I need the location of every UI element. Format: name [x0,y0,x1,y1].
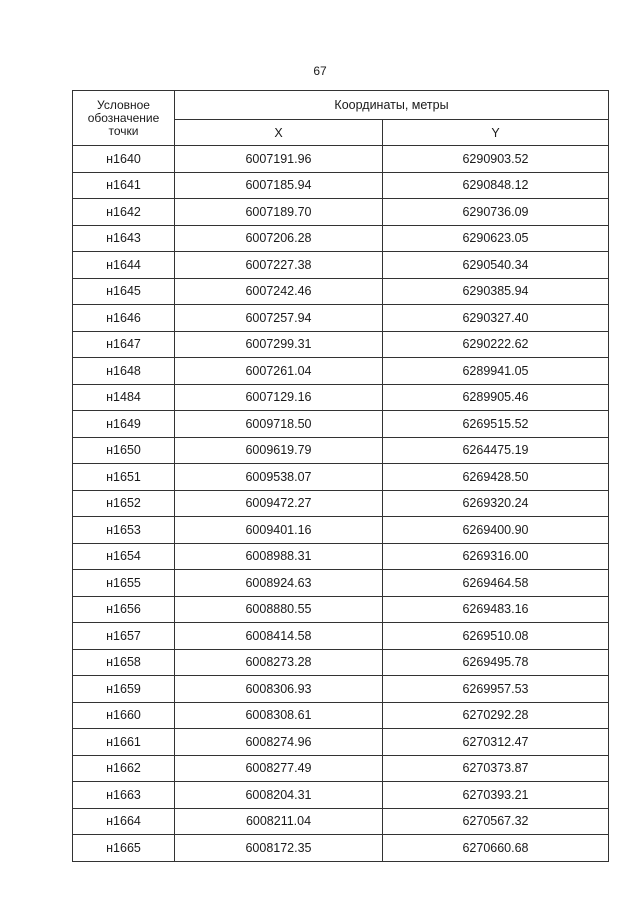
point-id-cell: н1664 [73,808,175,835]
y-coordinate-cell: 6269316.00 [383,543,609,570]
y-coordinate-cell: 6290540.34 [383,252,609,279]
table-row [73,835,609,862]
y-coordinate-cell: 6269957.53 [383,676,609,703]
point-id-cell: н1484 [73,384,175,411]
x-coordinate-cell: 6009472.27 [175,490,383,517]
y-coordinate-cell: 6269428.50 [383,464,609,491]
coordinates-table [72,90,609,862]
y-coordinate-cell: 6264475.19 [383,437,609,464]
point-id-cell: н1663 [73,782,175,809]
y-coordinate-cell: 6270312.47 [383,729,609,756]
x-coordinate-cell: 6008414.58 [175,623,383,650]
table-row [73,172,609,199]
table-row [73,437,609,464]
table-row [73,305,609,332]
table-row [73,464,609,491]
table-row [73,278,609,305]
header-point-designation: Условное обозначение точки [73,91,175,146]
x-coordinate-cell: 6008273.28 [175,649,383,676]
table-row [73,517,609,544]
x-coordinate-cell: 6008204.31 [175,782,383,809]
table-row [73,225,609,252]
table-row [73,729,609,756]
table-row [73,490,609,517]
page-number: 67 [313,64,327,78]
x-coordinate-cell: 6008880.55 [175,596,383,623]
x-coordinate-cell: 6007227.38 [175,252,383,279]
y-coordinate-cell: 6269515.52 [383,411,609,438]
x-coordinate-cell: 6009718.50 [175,411,383,438]
point-id-cell: н1649 [73,411,175,438]
x-coordinate-cell: 6008211.04 [175,808,383,835]
point-id-cell: н1646 [73,305,175,332]
y-coordinate-cell: 6290903.52 [383,146,609,173]
table-row [73,543,609,570]
y-coordinate-cell: 6290848.12 [383,172,609,199]
point-id-cell: н1643 [73,225,175,252]
point-id-cell: н1658 [73,649,175,676]
x-coordinate-cell: 6009401.16 [175,517,383,544]
x-coordinate-cell: 6007257.94 [175,305,383,332]
x-coordinate-cell: 6008988.31 [175,543,383,570]
y-coordinate-cell: 6270373.87 [383,755,609,782]
point-id-cell: н1641 [73,172,175,199]
table-row [73,596,609,623]
table-row [73,702,609,729]
y-coordinate-cell: 6290327.40 [383,305,609,332]
x-coordinate-cell: 6007242.46 [175,278,383,305]
point-id-cell: н1640 [73,146,175,173]
point-id-cell: н1662 [73,755,175,782]
y-coordinate-cell: 6270567.32 [383,808,609,835]
point-id-cell: н1647 [73,331,175,358]
table-row [73,676,609,703]
x-coordinate-cell: 6007189.70 [175,199,383,226]
y-coordinate-cell: 6290222.62 [383,331,609,358]
point-id-cell: н1655 [73,570,175,597]
table-row [73,782,609,809]
point-id-cell: н1661 [73,729,175,756]
point-id-cell: н1665 [73,835,175,862]
table-row [73,199,609,226]
y-coordinate-cell: 6270660.68 [383,835,609,862]
x-coordinate-cell: 6009538.07 [175,464,383,491]
point-id-cell: н1659 [73,676,175,703]
header-coordinates: Координаты, метры [175,91,609,120]
point-id-cell: н1657 [73,623,175,650]
table-row [73,570,609,597]
table-row [73,808,609,835]
table-row [73,146,609,173]
point-id-cell: н1652 [73,490,175,517]
y-coordinate-cell: 6269464.58 [383,570,609,597]
x-coordinate-cell: 6007299.31 [175,331,383,358]
point-id-cell: н1653 [73,517,175,544]
y-coordinate-cell: 6290385.94 [383,278,609,305]
point-id-cell: н1656 [73,596,175,623]
table-row [73,331,609,358]
y-coordinate-cell: 6270393.21 [383,782,609,809]
table-row [73,252,609,279]
x-coordinate-cell: 6008172.35 [175,835,383,862]
point-id-cell: н1644 [73,252,175,279]
table-row [73,623,609,650]
x-coordinate-cell: 6007191.96 [175,146,383,173]
point-id-cell: н1660 [73,702,175,729]
table-row [73,649,609,676]
y-coordinate-cell: 6289941.05 [383,358,609,385]
x-coordinate-cell: 6007185.94 [175,172,383,199]
x-coordinate-cell: 6008308.61 [175,702,383,729]
point-id-cell: н1651 [73,464,175,491]
table-row [73,755,609,782]
point-id-cell: н1642 [73,199,175,226]
point-id-cell: н1654 [73,543,175,570]
y-coordinate-cell: 6269510.08 [383,623,609,650]
y-coordinate-cell: 6290623.05 [383,225,609,252]
point-id-cell: н1645 [73,278,175,305]
x-coordinate-cell: 6008274.96 [175,729,383,756]
x-coordinate-cell: 6007129.16 [175,384,383,411]
y-coordinate-cell: 6269400.90 [383,517,609,544]
y-coordinate-cell: 6269320.24 [383,490,609,517]
x-coordinate-cell: 6008306.93 [175,676,383,703]
y-coordinate-cell: 6269495.78 [383,649,609,676]
y-coordinate-cell: 6269483.16 [383,596,609,623]
x-coordinate-cell: 6009619.79 [175,437,383,464]
x-coordinate-cell: 6007261.04 [175,358,383,385]
table-row [73,411,609,438]
table-row [73,384,609,411]
point-id-cell: н1650 [73,437,175,464]
header-y: Y [383,120,609,146]
y-coordinate-cell: 6290736.09 [383,199,609,226]
table-row [73,358,609,385]
y-coordinate-cell: 6289905.46 [383,384,609,411]
y-coordinate-cell: 6270292.28 [383,702,609,729]
x-coordinate-cell: 6007206.28 [175,225,383,252]
header-x: X [175,120,383,146]
point-id-cell: н1648 [73,358,175,385]
x-coordinate-cell: 6008924.63 [175,570,383,597]
x-coordinate-cell: 6008277.49 [175,755,383,782]
